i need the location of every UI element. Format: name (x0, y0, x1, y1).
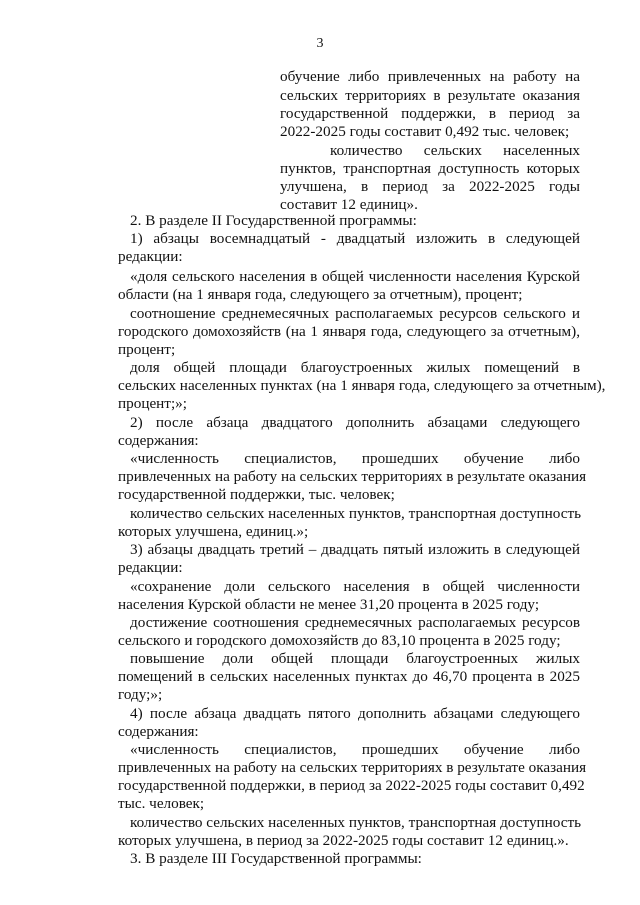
text-line: 1) абзацы восемнадцатый - двадцатый изложить в следующей (130, 230, 580, 247)
text-line: сельского и городского домохозяйств до 83,10 процента в 2025 году; (118, 632, 561, 649)
text-line: соотношение среднемесячных располагаемых ресурсов сельского и (130, 305, 580, 322)
text-line: помещений в сельских населенных пунктах до 46,70 процента в 2025 (118, 668, 580, 685)
text-line: «сохранение доли сельского населения в общей численности (130, 578, 580, 595)
text-line: которых улучшена, единиц.»; (118, 523, 309, 540)
text-line: количество сельских населенных пунктов, транспортная доступность (130, 814, 582, 831)
text-line: году;»; (118, 686, 163, 703)
text-line: привлеченных на работу на сельских территориях в результате оказания (118, 759, 587, 776)
text-line: 2022-2025 годы составит 0,492 тыс. человек; (280, 123, 570, 140)
text-line: сельских территориях в результате оказания (280, 87, 580, 104)
text-line: достижение соотношения среднемесячных располагаемых ресурсов (130, 614, 580, 631)
text-line: содержания: (118, 432, 199, 449)
text-line: «доля сельского населения в общей численности населения Курской (130, 268, 580, 285)
text-line: 3) абзацы двадцать третий – двадцать пятый изложить в следующей (130, 541, 580, 558)
text-line: количество сельских населенных пунктов, транспортная доступность (130, 505, 582, 522)
text-line: процент;»; (118, 395, 187, 412)
text-line: количество сельских населенных (330, 142, 580, 159)
text-line: 2. В разделе II Государственной программы: (130, 212, 417, 229)
text-line: «численность специалистов, прошедших обучение либо (130, 741, 580, 758)
text-line: «численность специалистов, прошедших обучение либо (130, 450, 580, 467)
text-line: доля общей площади благоустроенных жилых помещений в (130, 359, 580, 376)
text-line: редакции: (118, 559, 183, 576)
text-line: обучение либо привлеченных на работу на (280, 68, 580, 85)
text-line: улучшена, в период за 2022-2025 годы (280, 178, 580, 195)
text-line: которых улучшена, в период за 2022-2025 годы составит 12 единиц.». (118, 832, 569, 849)
text-line: государственной поддержки, в период за (280, 105, 580, 122)
text-line: редакции: (118, 248, 183, 265)
text-line: привлеченных на работу на сельских территориях в результате оказания (118, 468, 587, 485)
page-number: 3 (316, 36, 324, 51)
text-line: 2) после абзаца двадцатого дополнить абзацами следующего (130, 414, 580, 431)
text-line: 4) после абзаца двадцать пятого дополнить абзацами следующего (130, 705, 580, 722)
text-line: области (на 1 января года, следующего за отчетным), процент; (118, 286, 523, 303)
text-line: городского домохозяйств (на 1 января года, следующего за отчетным), (118, 323, 580, 340)
text-line: государственной поддержки, в период за 2022-2025 годы составит 0,492 (118, 777, 585, 794)
text-line: тыс. человек; (118, 795, 205, 812)
text-line: процент; (118, 341, 176, 358)
text-line: пунктов, транспортная доступность которых (280, 160, 580, 177)
text-line: сельских населенных пунктах (на 1 января года, следующего за отчетным), (118, 377, 606, 394)
text-line: содержания: (118, 723, 199, 740)
text-line: повышение доли общей площади благоустроенных жилых (130, 650, 580, 667)
text-line: 3. В разделе III Государственной программы: (130, 850, 422, 867)
text-line: государственной поддержки, тыс. человек; (118, 486, 395, 503)
text-line: населения Курской области не менее 31,20 процента в 2025 году; (118, 596, 540, 613)
text-line: составит 12 единиц». (280, 196, 418, 213)
